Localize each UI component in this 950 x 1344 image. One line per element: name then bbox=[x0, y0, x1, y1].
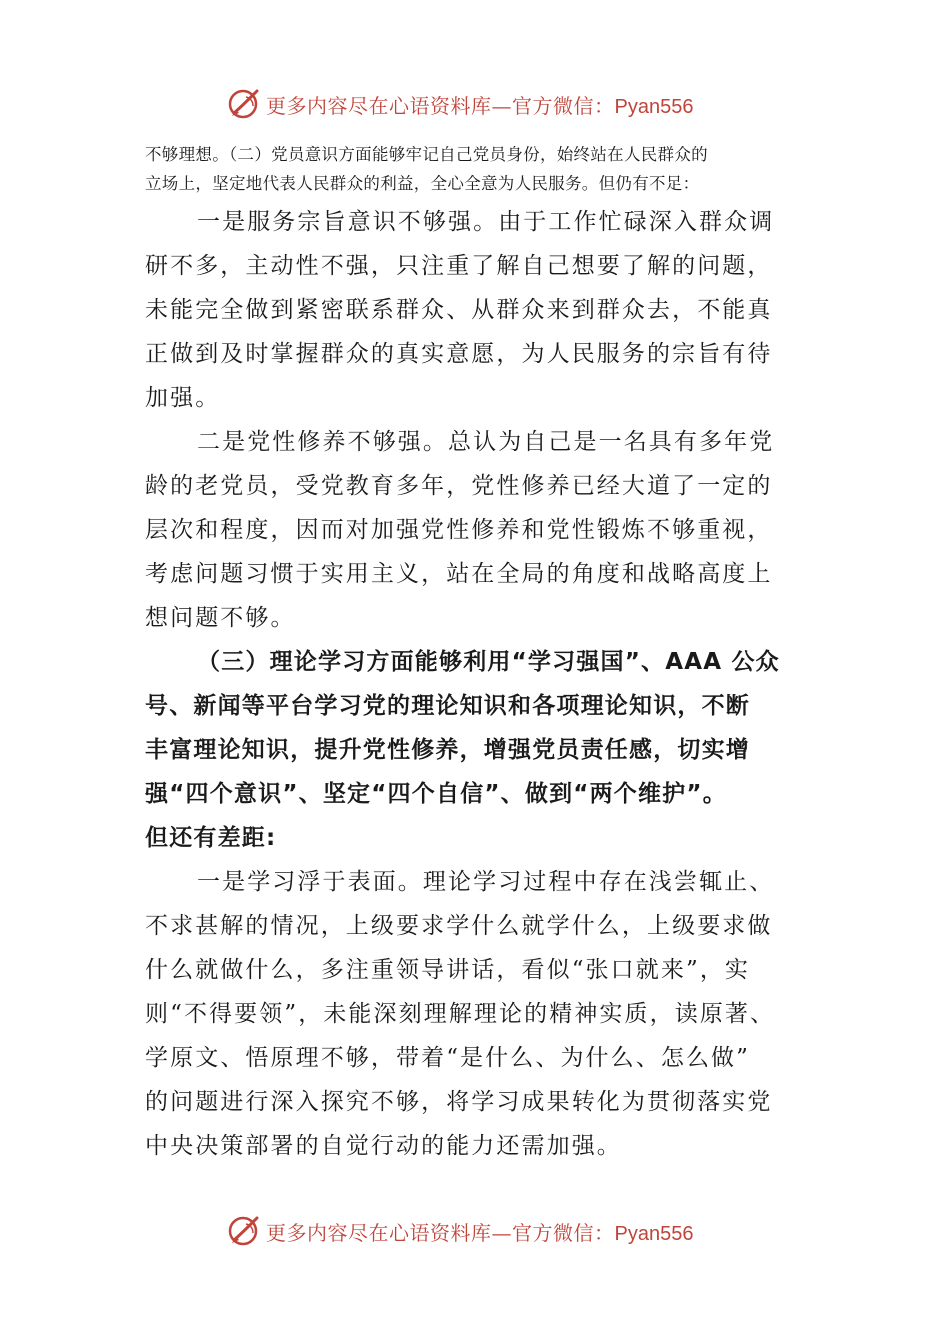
watermark-text bbox=[266, 1217, 693, 1246]
paragraph-line: 正做到及时掌握群众的真实意愿，为人民服务的宗旨有待 bbox=[145, 341, 773, 367]
section-heading-theory-study bbox=[145, 640, 810, 860]
paragraph-line: 号、新闻等平台学习党的理论知识和各项理论知识，不断 bbox=[145, 693, 750, 719]
paragraph-service-awareness bbox=[145, 200, 810, 420]
watermark-label: 更多内容尽在心语资料库—官方微信： bbox=[266, 1221, 615, 1245]
document-body bbox=[145, 140, 810, 1168]
watermark-wechat-id: Pyan556 bbox=[614, 96, 694, 118]
paragraph-line: 但还有差距: bbox=[145, 825, 277, 851]
paragraph-line: 加强。 bbox=[145, 385, 221, 411]
paragraph-line: 一是学习浮于表面。理论学习过程中存在浅尝辄止、 bbox=[197, 869, 775, 895]
footer-watermark-banner bbox=[0, 1213, 950, 1253]
paragraph-line: 研不多，主动性不强，只注重了解自己想要了解的问题， bbox=[145, 253, 773, 279]
paragraph-line: 层次和程度，因而对加强党性修养和党性锻炼不够重视， bbox=[145, 517, 773, 543]
paragraph-party-cultivation bbox=[145, 420, 810, 640]
intro-line: 立场上，坚定地代表人民群众的利益，全心全意为人民服务。但仍有不足： bbox=[145, 174, 700, 193]
watermark-label: 更多内容尽在心语资料库—官方微信： bbox=[266, 94, 615, 118]
paragraph-line: 一是服务宗旨意识不够强。由于工作忙碌深入群众调 bbox=[197, 209, 775, 235]
pen-logo-icon bbox=[226, 86, 262, 122]
paragraph-line: 未能完全做到紧密联系群众、从群众来到群众去，不能真 bbox=[145, 297, 773, 323]
watermark-wechat-id: Pyan556 bbox=[614, 1223, 694, 1245]
paragraph-line: 学原文、悟原理不够，带着“是什么、为什么、怎么做” bbox=[145, 1045, 751, 1071]
paragraph-line: 强“四个意识”、坚定“四个自信”、做到“两个维护”。 bbox=[145, 781, 727, 807]
paragraph-line: 丰富理论知识，提升党性修养，增强党员责任感，切实增 bbox=[145, 737, 750, 763]
paragraph-line: 想问题不够。 bbox=[145, 605, 296, 631]
paragraph-line: 考虑问题习惯于实用主义，站在全局的角度和战略高度上 bbox=[145, 561, 773, 587]
paragraph-line: （三）理论学习方面能够利用“学习强国”、AAA 公众 bbox=[197, 649, 780, 675]
paragraph-line: 不求甚解的情况，上级要求学什么就学什么，上级要求做 bbox=[145, 913, 773, 939]
paragraph-superficial-study bbox=[145, 860, 810, 1168]
paragraph-line: 中央决策部署的自觉行动的能力还需加强。 bbox=[145, 1133, 622, 1159]
watermark-text bbox=[266, 90, 693, 119]
intro-paragraph bbox=[145, 140, 810, 198]
paragraph-line: 二是党性修养不够强。总认为自己是一名具有多年党 bbox=[197, 429, 775, 455]
paragraph-line: 则“不得要领”，未能深刻理解理论的精神实质，读原著、 bbox=[145, 1001, 776, 1027]
header-watermark-banner bbox=[0, 86, 950, 126]
paragraph-line: 什么就做什么，多注重领导讲话，看似“张口就来”，实 bbox=[145, 957, 751, 983]
paragraph-line: 龄的老党员，受党教育多年，党性修养已经大道了一定的 bbox=[145, 473, 773, 499]
intro-line: 不够理想。（二）党员意识方面能够牢记自己党员身份，始终站在人民群众的 bbox=[145, 145, 708, 164]
pen-logo-icon bbox=[226, 1213, 262, 1249]
paragraph-line: 的问题进行深入探究不够，将学习成果转化为贯彻落实党 bbox=[145, 1089, 773, 1115]
